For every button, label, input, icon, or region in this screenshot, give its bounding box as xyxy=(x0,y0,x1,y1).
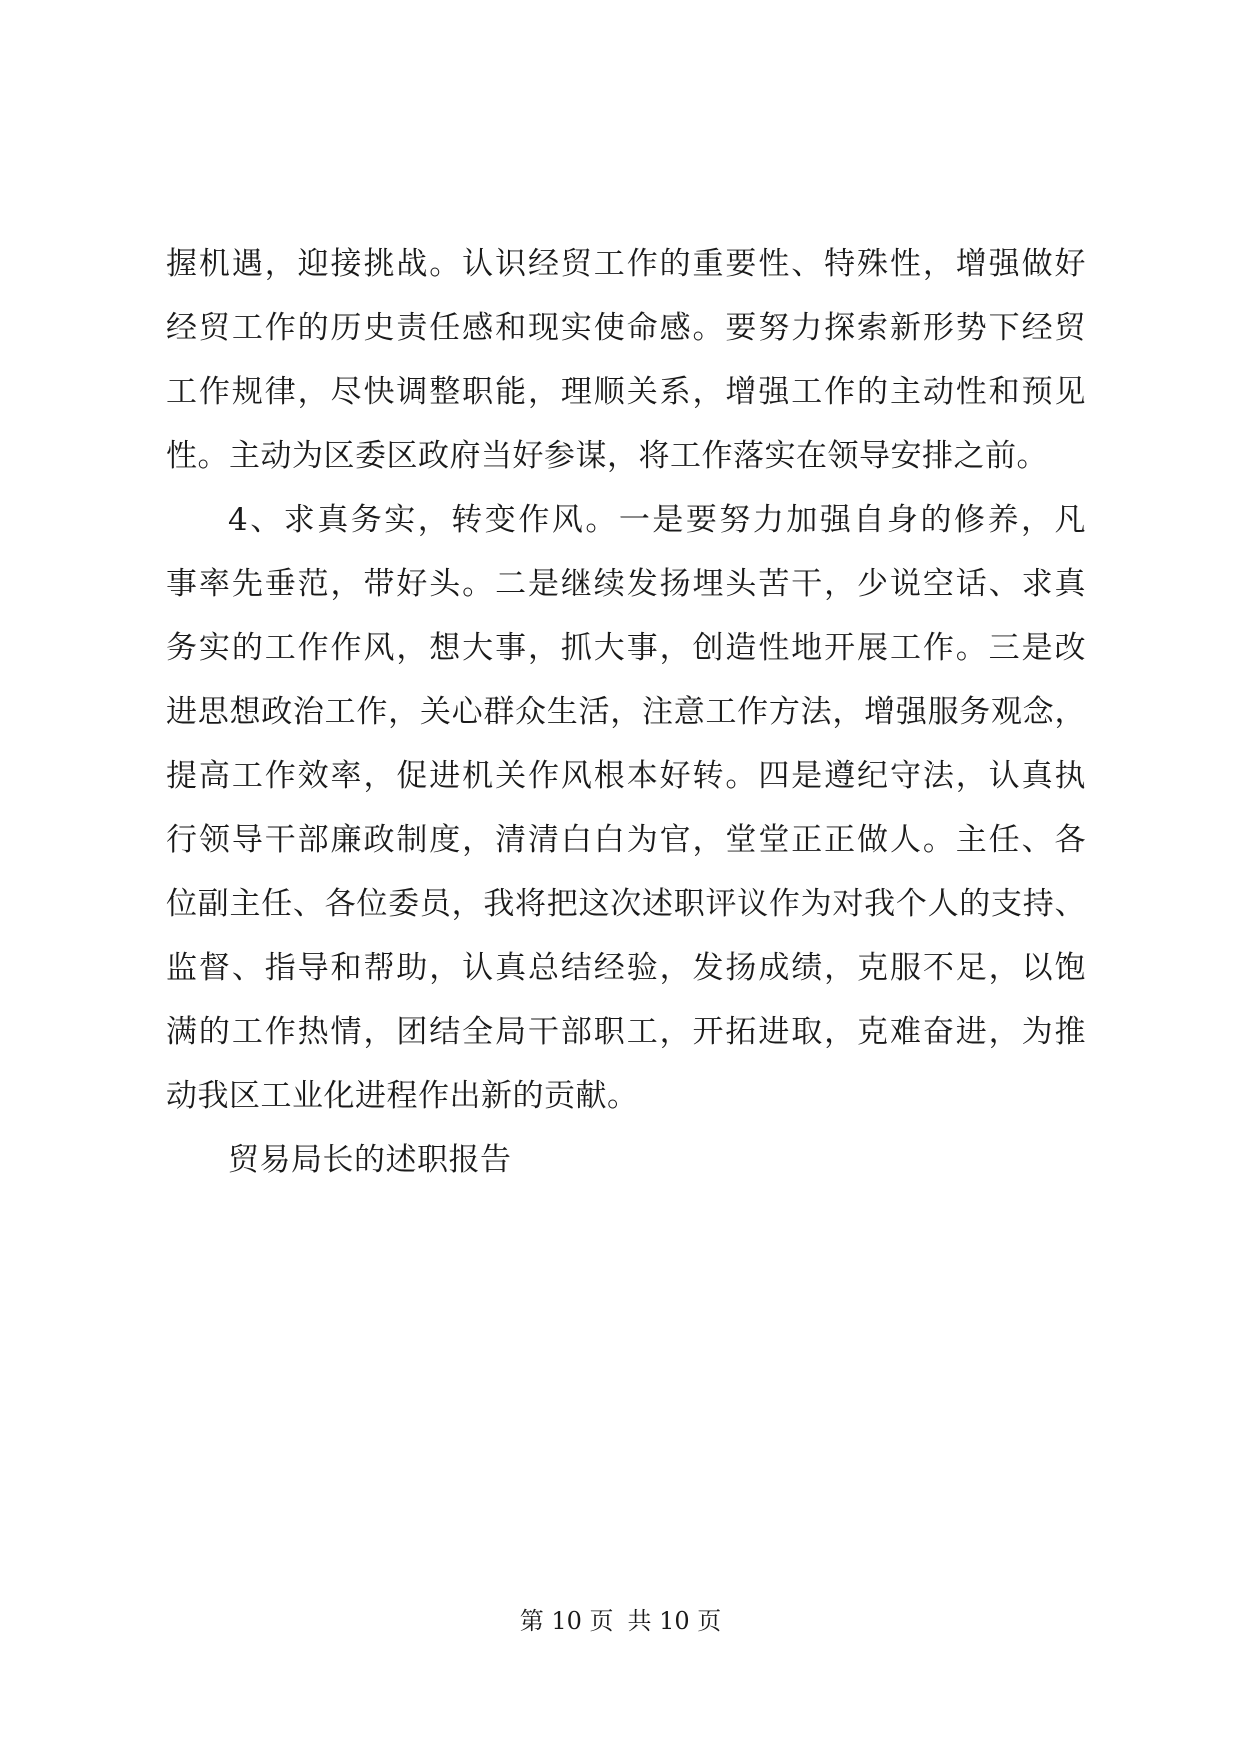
paragraph-line-3: 工作规律，尽快调整职能，理顺关系，增强工作的主动性和预见 xyxy=(166,374,1086,410)
paragraph-line-2: 经贸工作的历史责任感和现实使命感。要努力探索新形势下经贸 xyxy=(166,310,1086,346)
paragraph-line-10: 行领导干部廉政制度，清清白白为官，堂堂正正做人。主任、各 xyxy=(166,822,1086,858)
page-number-current: 第 10 页 xyxy=(519,1607,614,1635)
paragraph-line-4: 性。主动为区委区政府当好参谋，将工作落实在领导安排之前。 xyxy=(166,438,1048,474)
paragraph-line-8: 进思想政治工作，关心群众生活，注意工作方法，增强服务观念， xyxy=(166,694,1086,730)
document-title-line: 贸易局长的述职报告 xyxy=(228,1142,512,1178)
document-body xyxy=(166,232,1086,1192)
paragraph-line-1: 握机遇，迎接挑战。认识经贸工作的重要性、特殊性，增强做好 xyxy=(166,246,1086,282)
paragraph-line-13: 满的工作热情，团结全局干部职工，开拓进取，克难奋进，为推 xyxy=(166,1014,1086,1050)
paragraph-line-12: 监督、指导和帮助，认真总结经验，发扬成绩，克服不足，以饱 xyxy=(166,950,1086,986)
page-footer xyxy=(0,1606,1241,1636)
paragraph-line-9: 提高工作效率，促进机关作风根本好转。四是遵纪守法，认真执 xyxy=(166,758,1086,794)
page-number-total: 共 10 页 xyxy=(627,1607,722,1635)
paragraph-line-11: 位副主任、各位委员，我将把这次述职评议作为对我个人的支持、 xyxy=(166,886,1086,922)
paragraph-line-7: 务实的工作作风，想大事，抓大事，创造性地开展工作。三是改 xyxy=(166,630,1086,666)
paragraph-line-14: 动我区工业化进程作出新的贡献。 xyxy=(166,1078,639,1114)
paragraph-line-5: 4、求真务实，转变作风。一是要努力加强自身的修养，凡 xyxy=(228,502,1086,538)
paragraph-line-6: 事率先垂范，带好头。二是继续发扬埋头苦干，少说空话、求真 xyxy=(166,566,1086,602)
